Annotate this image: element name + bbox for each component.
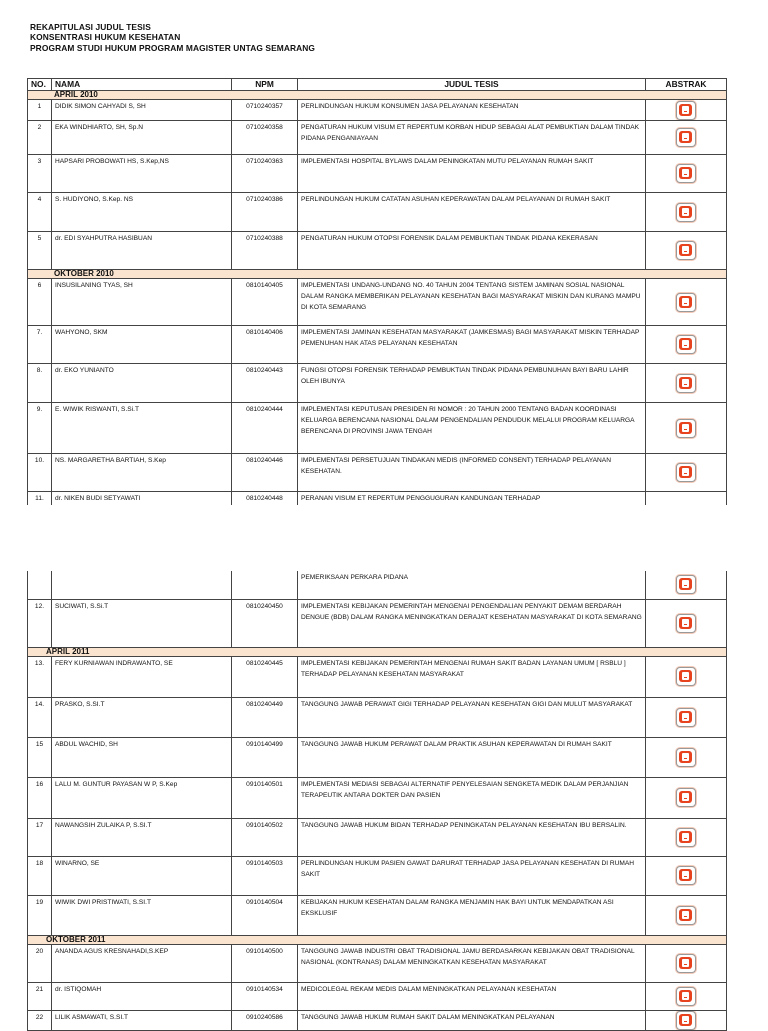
table-row	[28, 571, 727, 599]
student-name: S. HUDIYONO, S.Kep. NS	[52, 193, 232, 232]
abstract-cell	[646, 232, 727, 270]
student-name: SUCIWATI, S.Si.T	[52, 599, 232, 647]
row-number: 18	[28, 856, 52, 895]
pdf-icon[interactable]	[676, 241, 696, 260]
pdf-icon[interactable]	[676, 128, 696, 147]
table-row	[28, 944, 727, 982]
student-name: FERY KURNIAWAN INDRAWANTO, SE	[52, 656, 232, 697]
document-header	[30, 22, 315, 53]
period-label: OKTOBER 2011	[28, 935, 727, 944]
row-number: 12.	[28, 599, 52, 647]
thesis-table-page-2	[27, 571, 727, 1031]
table-row	[28, 492, 727, 506]
abstract-cell	[646, 856, 727, 895]
student-name: WAHYONO, SKM	[52, 326, 232, 364]
student-name: HAPSARI PROBOWATI HS, S.Kep,NS	[52, 155, 232, 193]
table-row	[28, 279, 727, 326]
period-row	[28, 935, 727, 944]
pdf-icon[interactable]	[676, 575, 696, 594]
student-npm: 0810140406	[232, 326, 298, 364]
row-number: 15	[28, 737, 52, 777]
student-npm: 0810140405	[232, 279, 298, 326]
abstract-cell	[646, 571, 727, 599]
row-number: 2	[28, 121, 52, 155]
abstract-cell	[646, 193, 727, 232]
student-npm: 0810240444	[232, 403, 298, 454]
row-number: 21	[28, 982, 52, 1010]
period-label: APRIL 2010	[28, 91, 727, 100]
student-name: INSUSILANING TYAS, SH	[52, 279, 232, 326]
student-npm: 0710240358	[232, 121, 298, 155]
abstract-cell	[646, 1010, 727, 1030]
period-row	[28, 270, 727, 279]
abstract-cell	[646, 818, 727, 856]
thesis-title: IMPLEMENTASI KEPUTUSAN PRESIDEN RI NOMOR : 20 TAHUN 2000 TENTANG BADAN KOORDINASI KELUARGA BERENCANA NASIONAL DALAM PENGENDALIAN PENDUDUK MELALUI PROGRAM KELUARGA BERENCANA DI PROVINSI JAWA TENGAH	[298, 403, 646, 454]
period-row	[28, 647, 727, 656]
pdf-icon[interactable]	[676, 463, 696, 482]
thesis-title: IMPLEMENTASI KEBIJAKAN PEMERINTAH MENGENAI RUMAH SAKIT BADAN LAYANAN UMUM [ RSBLU ] TERHADAP PELAYANAN KESEHATAN MASYARAKAT	[298, 656, 646, 697]
abstract-cell	[646, 454, 727, 492]
table-row	[28, 1010, 727, 1030]
abstract-cell	[646, 697, 727, 737]
thesis-title: IMPLEMENTASI JAMINAN KESEHATAN MASYARAKAT (JAMKESMAS) BAGI MASYARAKAT MISKIN TERHADAP PEMENUHAN HAK ATAS PELAYANAN KESEHATAN	[298, 326, 646, 364]
col-header-npm: NPM	[232, 79, 298, 91]
student-name: ANANDA AGUS KRESNAHADI,S.KEP	[52, 944, 232, 982]
table-row	[28, 100, 727, 121]
student-npm: 0810240446	[232, 454, 298, 492]
student-name	[52, 571, 232, 599]
row-number: 19	[28, 895, 52, 935]
thesis-title: TANGGUNG JAWAB HUKUM RUMAH SAKIT DALAM MENINGKATKAN PELAYANAN	[298, 1010, 646, 1030]
thesis-title: PERLINDUNGAN HUKUM CATATAN ASUHAN KEPERAWATAN DALAM PELAYANAN DI RUMAH SAKIT	[298, 193, 646, 232]
student-name: dr. EKO YUNIANTO	[52, 364, 232, 403]
header-title: REKAPITULASI JUDUL TESIS	[30, 22, 151, 32]
thesis-title: IMPLEMENTASI UNDANG-UNDANG NO. 40 TAHUN 2004 TENTANG SISTEM JAMINAN SOSIAL NASIONAL DALAM RANGKA MEMBERIKAN PELAYANAN KESEHATAN BAGI MASYARAKAT MISKIN DAN KURANG MAMPU DI KOTA SEMARANG	[298, 279, 646, 326]
student-name: LALU M. GUNTUR PAYASAN W P, S.Kep	[52, 777, 232, 818]
student-name: dr. ISTIQOMAH	[52, 982, 232, 1010]
abstract-cell	[646, 656, 727, 697]
thesis-title: PERLINDUNGAN HUKUM PASIEN GAWAT DARURAT TERHADAP JASA PELAYANAN KESEHATAN DI RUMAH SAKIT	[298, 856, 646, 895]
pdf-icon[interactable]	[676, 987, 696, 1006]
pdf-icon[interactable]	[676, 374, 696, 393]
student-npm: 0710240363	[232, 155, 298, 193]
student-name: DIDIK SIMON CAHYADI S, SH	[52, 100, 232, 121]
thesis-title: IMPLEMENTASI HOSPITAL BYLAWS DALAM PENINGKATAN MUTU PELAYANAN RUMAH SAKIT	[298, 155, 646, 193]
thesis-title: TANGGUNG JAWAB HUKUM BIDAN TERHADAP PENINGKATAN PELAYANAN KESEHATAN IBU BERSALIN.	[298, 818, 646, 856]
abstract-cell	[646, 155, 727, 193]
thesis-title: KEBIJAKAN HUKUM KESEHATAN DALAM RANGKA MENJAMIN HAK BAYI UNTUK MENDAPATKAN ASI EKSKLUSIF	[298, 895, 646, 935]
student-npm: 0810240448	[232, 492, 298, 506]
pdf-icon[interactable]	[676, 293, 696, 312]
table-row	[28, 326, 727, 364]
row-number: 4	[28, 193, 52, 232]
student-npm: 0810240445	[232, 656, 298, 697]
thesis-title: PENGATURAN HUKUM OTOPSI FORENSIK DALAM PEMBUKTIAN TINDAK PIDANA KEKERASAN	[298, 232, 646, 270]
pdf-icon[interactable]	[676, 788, 696, 807]
pdf-icon[interactable]	[676, 954, 696, 973]
thesis-title: PENGATURAN HUKUM VISUM ET REPERTUM KORBAN HIDUP SEBAGAI ALAT PEMBUKTIAN DALAM TINDAK PIDANA PENGANIAYAAN	[298, 121, 646, 155]
pdf-icon[interactable]	[676, 335, 696, 354]
student-name: LILIK ASMAWATI, S.SI.T	[52, 1010, 232, 1030]
student-name: dr. EDI SYAHPUTRA HASIBUAN	[52, 232, 232, 270]
abstract-cell	[646, 326, 727, 364]
thesis-title: IMPLEMENTASI MEDIASI SEBAGAI ALTERNATIF PENYELESAIAN SENGKETA MEDIK DALAM PERJANJIAN TERAPEUTIK ANTARA DOKTER DAN PASIEN	[298, 777, 646, 818]
period-row	[28, 91, 727, 100]
table-header-row	[28, 79, 727, 91]
row-number: 8.	[28, 364, 52, 403]
pdf-icon[interactable]	[676, 866, 696, 885]
row-number: 5	[28, 232, 52, 270]
header-concentration: KONSENTRASI HUKUM KESEHATAN	[30, 32, 181, 43]
abstract-cell	[646, 895, 727, 935]
abstract-cell	[646, 599, 727, 647]
thesis-title: TANGGUNG JAWAB HUKUM PERAWAT DALAM PRAKTIK ASUHAN KEPERAWATAN DI RUMAH SAKIT	[298, 737, 646, 777]
abstract-cell	[646, 982, 727, 1010]
thesis-title: IMPLEMENTASI KEBIJAKAN PEMERINTAH MENGENAI PENGENDALIAN PENYAKIT DEMAM BERDARAH DENGUE (BDB) DALAM RANGKA MENINGKATKAN DERAJAT KESEHATAN MASYARAKAT DI KOTA SEMARANG	[298, 599, 646, 647]
student-name: NAWANGSIH ZULAIKA P, S.SI.T	[52, 818, 232, 856]
thesis-title: FUNGSI OTOPSI FORENSIK TERHADAP PEMBUKTIAN TINDAK PIDANA PEMBUNUHAN BAYI BARU LAHIR OLEH IBUNYA	[298, 364, 646, 403]
table-row	[28, 697, 727, 737]
row-number: 22	[28, 1010, 52, 1030]
table-row	[28, 364, 727, 403]
pdf-icon[interactable]	[676, 667, 696, 686]
table-row	[28, 656, 727, 697]
abstract-cell	[646, 364, 727, 403]
abstract-cell	[646, 121, 727, 155]
table-row	[28, 856, 727, 895]
table-row	[28, 599, 727, 647]
row-number: 1	[28, 100, 52, 121]
row-number: 10.	[28, 454, 52, 492]
thesis-title: PERANAN VISUM ET REPERTUM PENGGUGURAN KANDUNGAN TERHADAP	[298, 492, 646, 506]
thesis-title: MEDICOLEGAL REKAM MEDIS DALAM MENINGKATKAN PELAYANAN KESEHATAN	[298, 982, 646, 1010]
pdf-icon[interactable]	[676, 906, 696, 925]
thesis-title: IMPLEMENTASI PERSETUJUAN TINDAKAN MEDIS (INFORMED CONSENT) TERHADAP PELAYANAN KESEHATAN.	[298, 454, 646, 492]
student-name: WIWIK DWI PRISTIWATI, S.SI.T	[52, 895, 232, 935]
col-header-nama: NAMA	[52, 79, 232, 91]
student-npm: 0810240443	[232, 364, 298, 403]
header-program: PROGRAM STUDI HUKUM PROGRAM MAGISTER UNTAG SEMARANG	[30, 42, 316, 53]
student-name: ABDUL WACHID, SH	[52, 737, 232, 777]
row-number: 20	[28, 944, 52, 982]
student-npm: 0910240586	[232, 1010, 298, 1030]
table-row	[28, 982, 727, 1010]
row-number: 6	[28, 279, 52, 326]
row-number: 14.	[28, 697, 52, 737]
row-number: 3	[28, 155, 52, 193]
table-row	[28, 818, 727, 856]
abstract-cell	[646, 100, 727, 121]
student-npm: 0910140502	[232, 818, 298, 856]
thesis-table-page-1	[27, 78, 727, 505]
row-number: 7.	[28, 326, 52, 364]
table-row	[28, 737, 727, 777]
abstract-cell	[646, 737, 727, 777]
table-row	[28, 403, 727, 454]
student-npm: 0710240388	[232, 232, 298, 270]
pdf-icon[interactable]	[676, 1011, 696, 1030]
table-row	[28, 454, 727, 492]
pdf-icon[interactable]	[676, 101, 696, 120]
row-number	[28, 571, 52, 599]
abstract-cell	[646, 403, 727, 454]
student-name: dr. NIKEN BUDI SETYAWATI	[52, 492, 232, 506]
student-npm: 0910140534	[232, 982, 298, 1010]
pdf-icon[interactable]	[676, 419, 696, 438]
table-row	[28, 121, 727, 155]
table-row	[28, 155, 727, 193]
table-row	[28, 232, 727, 270]
col-header-judul: JUDUL TESIS	[298, 79, 646, 91]
abstract-cell	[646, 777, 727, 818]
pdf-icon[interactable]	[676, 164, 696, 183]
student-name: PRASKO, S.SI.T	[52, 697, 232, 737]
pdf-icon[interactable]	[676, 748, 696, 767]
thesis-title: PERLINDUNGAN HUKUM KONSUMEN JASA PELAYANAN KESEHATAN	[298, 100, 646, 121]
row-number: 16	[28, 777, 52, 818]
abstract-cell	[646, 279, 727, 326]
period-label: OKTOBER 2010	[28, 270, 727, 279]
row-number: 17	[28, 818, 52, 856]
student-npm: 0810240450	[232, 599, 298, 647]
pdf-icon[interactable]	[676, 708, 696, 727]
abstract-cell	[646, 492, 727, 506]
row-number: 9.	[28, 403, 52, 454]
student-npm: 0910140503	[232, 856, 298, 895]
student-name: E. WIWIK RISWANTI, S.Si.T	[52, 403, 232, 454]
student-name: WINARNO, SE	[52, 856, 232, 895]
col-header-no: NO.	[28, 79, 52, 91]
student-npm: 0710240386	[232, 193, 298, 232]
pdf-icon[interactable]	[676, 828, 696, 847]
table-row	[28, 895, 727, 935]
pdf-icon[interactable]	[676, 614, 696, 633]
student-name: NS. MARGARETHA BARTIAH, S.Kep	[52, 454, 232, 492]
pdf-icon[interactable]	[676, 203, 696, 222]
student-npm: 0910140501	[232, 777, 298, 818]
thesis-title: PEMERIKSAAN PERKARA PIDANA	[298, 571, 646, 599]
student-npm: 0810240449	[232, 697, 298, 737]
student-name: EKA WINDHIARTO, SH, Sp.N	[52, 121, 232, 155]
student-npm: 0710240357	[232, 100, 298, 121]
student-npm	[232, 571, 298, 599]
student-npm: 0910140500	[232, 944, 298, 982]
student-npm: 0910140504	[232, 895, 298, 935]
table-row	[28, 193, 727, 232]
col-header-abstrak: ABSTRAK	[646, 79, 727, 91]
row-number: 11.	[28, 492, 52, 506]
student-npm: 0910140499	[232, 737, 298, 777]
thesis-title: TANGGUNG JAWAB INDUSTRI OBAT TRADISIONAL JAMU BERDASARKAN KEBIJAKAN OBAT TRADISIONAL NASIONAL (KONTRANAS) DALAM MENINGKATKAN KESEHATAN MASYARAKAT	[298, 944, 646, 982]
abstract-cell	[646, 944, 727, 982]
table-row	[28, 777, 727, 818]
thesis-title: TANGGUNG JAWAB PERAWAT GIGI TERHADAP PELAYANAN KESEHATAN GIGI DAN MULUT MASYARAKAT	[298, 697, 646, 737]
period-label: APRIL 2011	[28, 647, 727, 656]
row-number: 13.	[28, 656, 52, 697]
